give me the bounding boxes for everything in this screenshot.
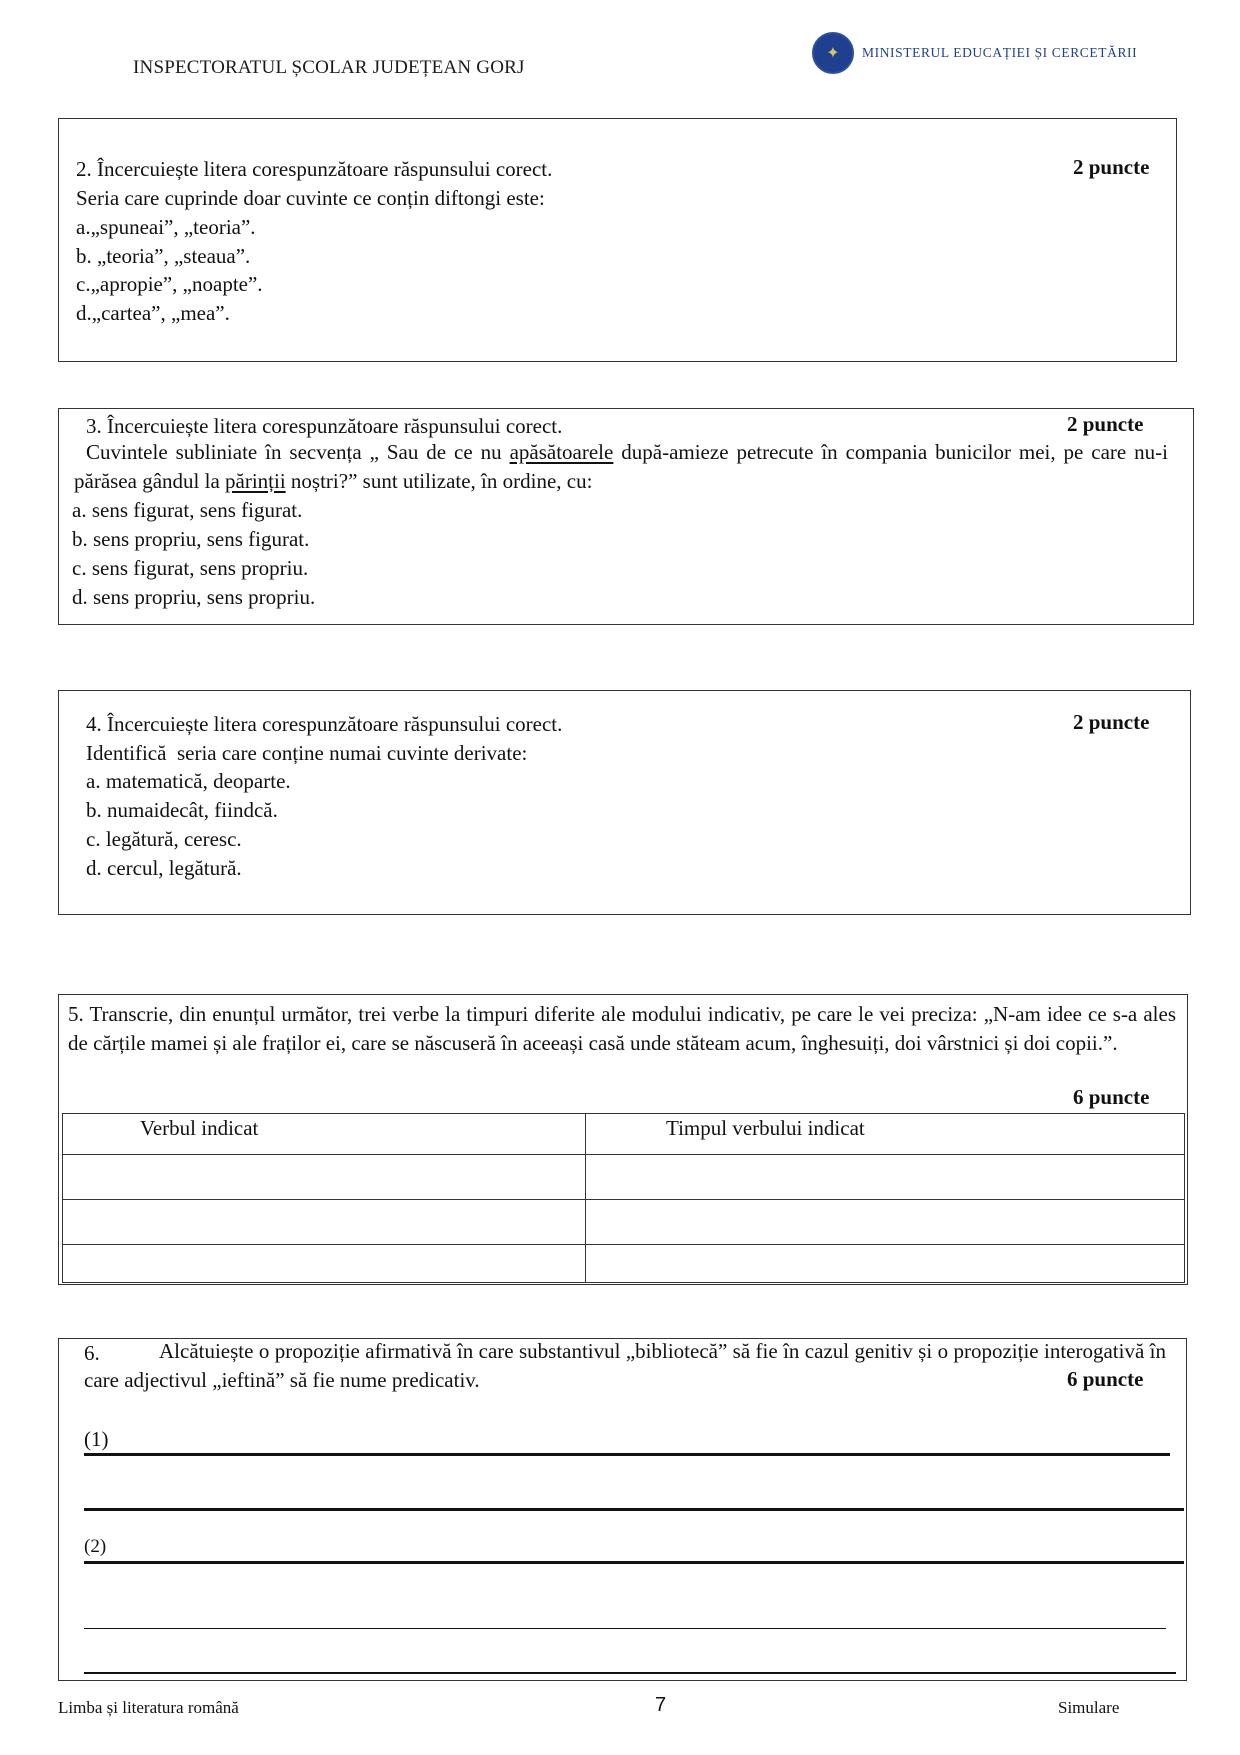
option-4b[interactable]: b. numaidecât, fiindcă. <box>86 798 278 822</box>
answer-verb-cell[interactable] <box>63 1245 586 1283</box>
question-4-title: 4. Încercuiește litera corespunzătoare răspunsului corect. <box>86 712 563 736</box>
question-2-prompt: Seria care cuprinde doar cuvinte ce conțin diftongi este: <box>76 186 545 210</box>
option-2c[interactable]: c.„apropie”, „noapte”. <box>76 272 263 296</box>
option-3c[interactable]: c. sens figurat, sens propriu. <box>72 556 309 580</box>
page-number: 7 <box>655 1694 667 1716</box>
underlined-word-1: apăsătoarele <box>509 440 614 464</box>
ministry-logo <box>812 32 1137 74</box>
option-4a[interactable]: a. matematică, deoparte. <box>86 769 291 793</box>
question-3-title: 3. Încercuiește litera corespunzătoare răspunsului corect. <box>86 414 563 438</box>
romanian-government-seal-icon: ✦ <box>812 32 854 74</box>
table-header-row <box>63 1114 1185 1155</box>
option-4c[interactable]: c. legătură, ceresc. <box>86 827 242 851</box>
prompt-text: după-amieze petrecute în compania bunicilor mei, pe care nu-i părăsea gândul la <box>74 440 1169 493</box>
table-header-cell <box>63 1114 586 1155</box>
option-2b[interactable]: b. „teoria”, „steaua”. <box>76 244 251 268</box>
question-3-prompt <box>74 438 1168 496</box>
footer-type: Simulare <box>1058 1698 1120 1717</box>
table-header-cell <box>586 1114 1185 1155</box>
option-4d[interactable]: d. cercul, legătură. <box>86 856 242 880</box>
question-4-points: 2 puncte <box>1073 710 1150 734</box>
answer-line-5[interactable] <box>84 1672 1176 1674</box>
option-3b[interactable]: b. sens propriu, sens figurat. <box>72 527 310 551</box>
question-2-title: 2. Încercuiește litera corespunzătoare răspunsului corect. <box>76 157 553 181</box>
underlined-word-2: părinții <box>225 469 286 493</box>
prompt-text: noștri?” sunt utilizate, în ordine, cu: <box>285 469 593 493</box>
answer-tense-cell[interactable] <box>586 1155 1185 1200</box>
answer-tense-cell[interactable] <box>586 1200 1185 1245</box>
question-6-points: 6 puncte <box>1067 1367 1144 1391</box>
prompt-text: Cuvintele subliniate în secvența „ Sau de ce nu <box>86 440 510 464</box>
table-row <box>63 1155 1185 1200</box>
question-6-number: 6. <box>84 1341 100 1365</box>
header-tense: Timpul verbului indicat <box>666 1116 865 1140</box>
answer-line-2[interactable] <box>84 1508 1184 1511</box>
question-6-text: Alcătuiește o propoziție afirmativă în care substantivul „bibliotecă” să fie în cazul genitiv și o propoziție interogativă în care adjectivul „ieftină” să fie nume predicativ. <box>84 1339 1166 1392</box>
option-3d[interactable]: d. sens propriu, sens propriu. <box>72 585 316 609</box>
answer-label-1: (1) <box>84 1427 109 1451</box>
header-verb: Verbul indicat <box>140 1116 259 1140</box>
answer-label-2: (2) <box>84 1536 107 1557</box>
table-row <box>63 1200 1185 1245</box>
option-3a[interactable]: a. sens figurat, sens figurat. <box>72 498 303 522</box>
table-row <box>63 1245 1185 1283</box>
inspectorate-title: INSPECTORATUL ȘCOLAR JUDEȚEAN GORJ <box>133 57 525 78</box>
option-2d[interactable]: d.„cartea”, „mea”. <box>76 301 230 325</box>
verbs-table <box>62 1113 1185 1283</box>
ministry-name: MINISTERUL EDUCAȚIEI ȘI CERCETĂRII <box>862 45 1138 60</box>
answer-tense-cell[interactable] <box>586 1245 1185 1283</box>
question-2-points: 2 puncte <box>1073 155 1150 179</box>
footer-subject: Limba și literatura română <box>58 1698 239 1717</box>
answer-line-1[interactable] <box>84 1453 1170 1456</box>
option-2a[interactable]: a.„spuneai”, „teoria”. <box>76 215 256 239</box>
question-5-points: 6 puncte <box>1073 1085 1150 1109</box>
answer-line-4[interactable] <box>84 1628 1166 1629</box>
question-3-points: 2 puncte <box>1067 412 1144 436</box>
answer-verb-cell[interactable] <box>63 1200 586 1245</box>
answer-verb-cell[interactable] <box>63 1155 586 1200</box>
question-4-prompt: Identifică seria care conține numai cuvinte derivate: <box>86 741 528 765</box>
answer-line-3[interactable] <box>84 1561 1184 1564</box>
question-5-text: 5. Transcrie, din enunțul următor, trei verbe la timpuri diferite ale modului indicativ, pe care le vei preciza: „N-am idee ce s-a ales de cărțile mamei și ale fraților ei, care se născuseră în aceeași casă unde stăteam acum, înghesuiți, doi vârstnici și doi copii.”. <box>68 1002 1176 1055</box>
